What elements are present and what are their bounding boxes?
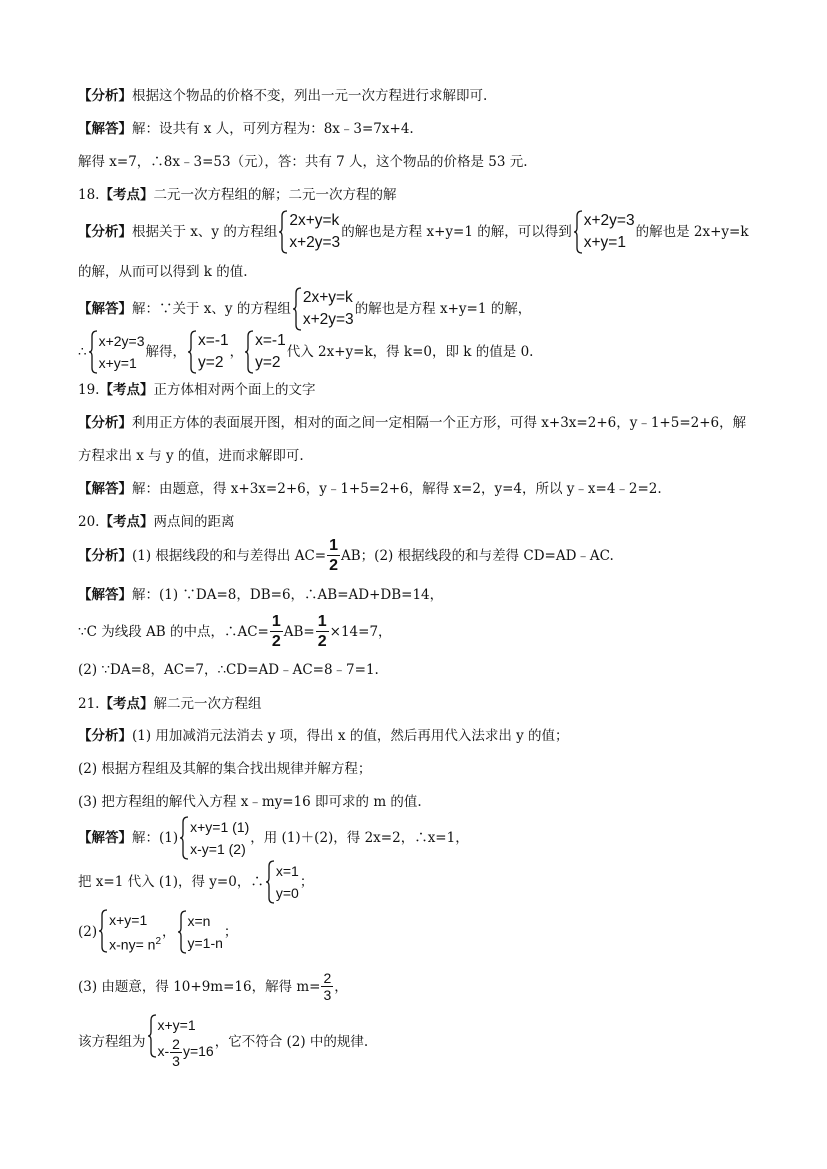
brace-icon: [187, 330, 197, 374]
question-18-heading: 18.【考点】二元一次方程组的解；二元一次方程的解: [78, 187, 397, 203]
solution-line: 该方程组为 x+y=1 x- $\frac{2}{3}$ y=16 ，它不符合 (2) 中的规律.: [78, 1014, 368, 1069]
solution-line: (2) x+y=1 $x-ny= n^2$ ， x=n y=1-n ；: [78, 909, 237, 956]
fraction: $\frac{1}{2}$: [329, 537, 339, 574]
fraction: $\frac{2}{3}$: [323, 970, 332, 1003]
equation-system: x+y=1 (1) x-y=1 (2): [179, 816, 249, 860]
analysis-line: 【分析】利用正方体的表面展开图，相对的面之间一定相隔一个正方形，可得 x+3x=2+6，y﹣1+5=2+6，解: [78, 415, 747, 431]
brace-icon: [265, 860, 275, 904]
solution-line: (2) ∵DA=8，AC=7，∴CD=AD﹣AC=8﹣7=1.: [78, 662, 379, 678]
question-19-heading: 19.【考点】正方体相对两个面上的文字: [78, 382, 316, 398]
question-21-heading: 21.【考点】解二元一次方程组: [78, 696, 262, 712]
equation-system: x+y=1 $x-ny= n^2$: [98, 909, 161, 956]
analysis-line: [78, 210, 749, 254]
text: 的解也是 2x+y=k: [635, 224, 749, 240]
solution-line: ∵C 为线段 AB 的中点，∴AC= $\frac{1}{2}$ AB= $\frac{1}{2}$ ×14=7，: [78, 613, 392, 650]
text: 的解也是方程 x+y=1 的解，可以得到: [341, 224, 572, 240]
solution-line: ∴ x+2y=3 x+y=1 解得， x=-1 y=2 ， x=-1 y=2 代入 2x+y=k，得 k=0，即 k 的值是 0.: [78, 330, 533, 374]
solution-line: (3) 由题意，得 10+9m=16，解得 m= $\frac{2}{3}$ ，: [78, 970, 348, 1003]
question-20-heading: 20.【考点】两点间的距离: [78, 514, 235, 530]
equation-system: x=-1 y=2: [244, 330, 286, 374]
brace-icon: [278, 210, 288, 254]
solution-line: 【解答】解：(1) x+y=1 (1) x-y=1 (2) ，用 (1)＋(2)，得 2x=2，∴x=1，: [78, 816, 469, 860]
equation-system: x=1 y=0: [265, 860, 299, 904]
analysis-line: 【分析】(1) 用加减消元法消去 y 项，得出 x 的值，然后再用代入法求出 y 的值；: [78, 728, 569, 744]
brace-icon: [292, 287, 302, 331]
brace-icon: [244, 330, 254, 374]
brace-icon: [88, 330, 98, 374]
brace-icon: [177, 910, 187, 954]
analysis-line: 的解，从而可以得到 k 的值.: [78, 264, 248, 280]
analysis-line: 方程求出 x 与 y 的值，进而求解即可.: [78, 448, 304, 464]
solution-line: 把 x=1 代入 (1)，得 y=0，∴ x=1 y=0 ；: [78, 860, 313, 904]
fraction: $\frac{1}{2}$: [317, 613, 327, 650]
text: 【分析】根据关于 x、y 的方程组: [78, 224, 278, 240]
equation-system: x=n y=1-n: [177, 910, 223, 954]
analysis-line: (2) 根据方程组及其解的集合找出规律并解方程；: [78, 761, 372, 777]
equation-system: x+2y=3 x+y=1: [573, 210, 635, 254]
equation-system: x+y=1 x- $\frac{2}{3}$ y=16: [147, 1014, 214, 1069]
analysis-line: 【分析】根据这个物品的价格不变，列出一元一次方程进行求解即可.: [78, 88, 488, 104]
solution-line: 【解答】解：设共有 x 人，可列方程为：8x﹣3=7x+4.: [78, 121, 414, 137]
solution-line: 解得 x=7，∴8x﹣3=53（元），答：共有 7 人，这个物品的价格是 53 元.: [78, 154, 528, 170]
solution-line: 【解答】解：由题意，得 x+3x=2+6，y﹣1+5=2+6，解得 x=2，y=4，所以 y﹣x=4﹣2=2.: [78, 481, 662, 497]
analysis-line: (3) 把方程组的解代入方程 x﹣my=16 即可求的 m 的值.: [78, 794, 422, 810]
equation-system: x+2y=3 x+y=1: [88, 330, 145, 374]
equation-system: 2x+y=k x+2y=3: [278, 210, 340, 254]
equation-system: x=-1 y=2: [187, 330, 229, 374]
fraction: $\frac{2}{3}$: [172, 1036, 180, 1069]
solution-line: 【解答】解：∵关于 x、y 的方程组 2x+y=k x+2y=3 的解也是方程 x+y=1 的解，: [78, 287, 531, 331]
solution-line: 【解答】解：(1) ∵DA=8，DB=6，∴AB=AD+DB=14，: [78, 587, 444, 603]
fraction: $\frac{1}{2}$: [271, 613, 281, 650]
brace-icon: [147, 1014, 157, 1058]
analysis-line: 【分析】(1) 根据线段的和与差得出 AC= $\frac{1}{2}$ AB；(2) 根据线段的和与差得 CD=AD﹣AC.: [78, 537, 614, 574]
brace-icon: [573, 210, 583, 254]
equation-system: 2x+y=k x+2y=3: [292, 287, 354, 331]
brace-icon: [179, 816, 189, 860]
brace-icon: [98, 909, 108, 953]
